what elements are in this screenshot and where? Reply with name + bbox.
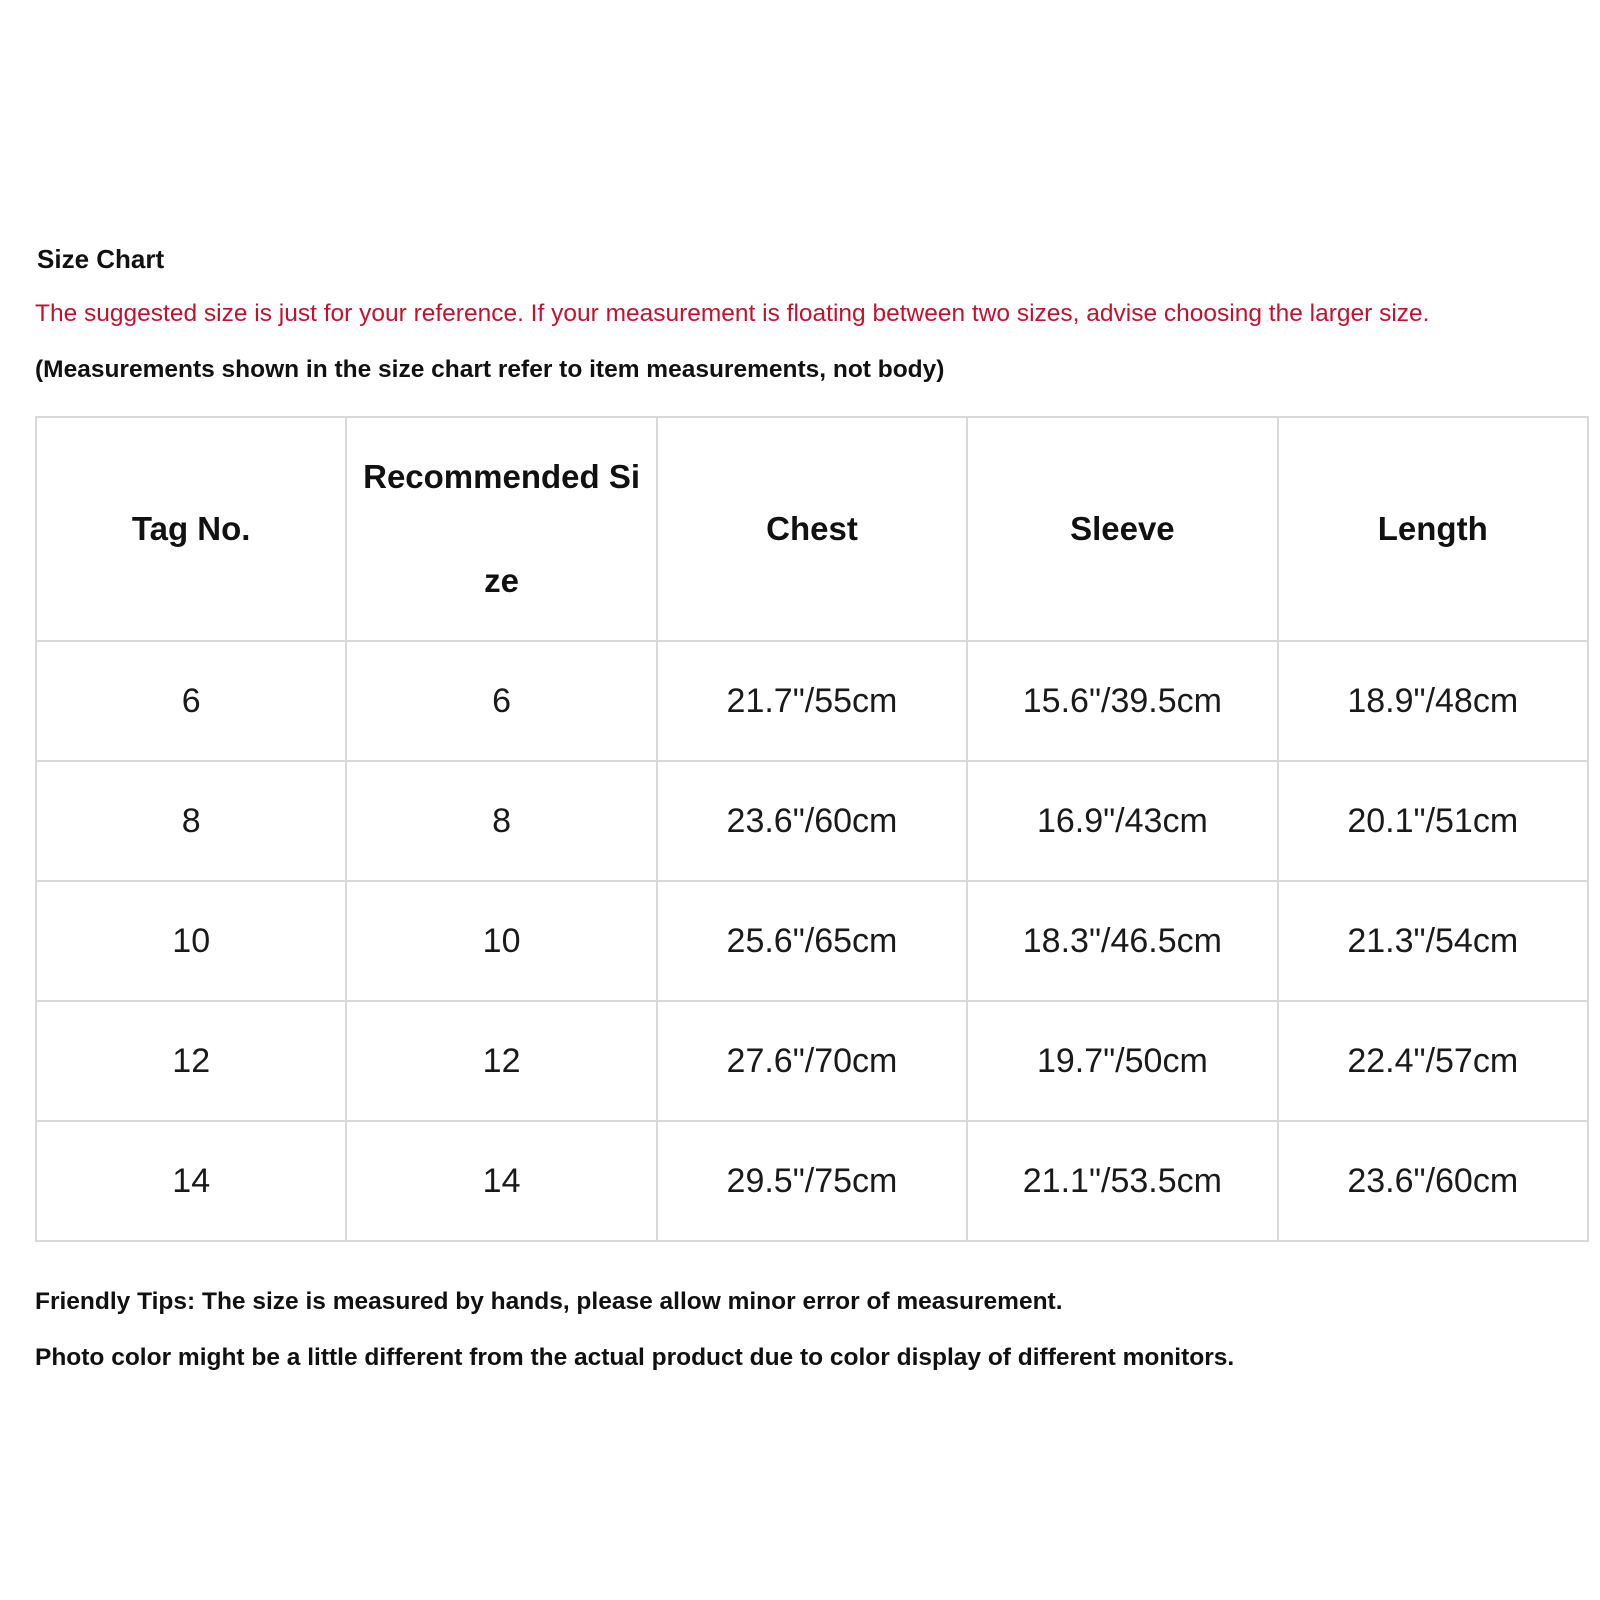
header-recommended-size-label: Recommended Size [363, 458, 641, 599]
cell-tag-no: 8 [36, 761, 346, 881]
cell-tag-no: 10 [36, 881, 346, 1001]
header-sleeve-label: Sleeve [1070, 510, 1175, 547]
photo-color-note: Photo color might be a little different from the actual product due to color display of different monitors. [35, 1344, 1235, 1371]
cell-chest: 23.6"/60cm [657, 761, 967, 881]
cell-sleeve: 18.3"/46.5cm [967, 881, 1277, 1001]
table-header-row [36, 417, 1588, 641]
cell-sleeve: 16.9"/43cm [967, 761, 1277, 881]
header-recommended-size [346, 417, 656, 641]
size-chart-table [35, 416, 1589, 1242]
header-length-label: Length [1377, 510, 1488, 547]
cell-sleeve: 15.6"/39.5cm [967, 641, 1277, 761]
cell-length: 18.9"/48cm [1278, 641, 1588, 761]
cell-chest: 25.6"/65cm [657, 881, 967, 1001]
cell-recommended-size: 14 [346, 1121, 656, 1241]
header-chest [657, 417, 967, 641]
cell-length: 20.1"/51cm [1278, 761, 1588, 881]
table-row [36, 761, 1588, 881]
cell-tag-no: 6 [36, 641, 346, 761]
cell-length: 21.3"/54cm [1278, 881, 1588, 1001]
cell-sleeve: 19.7"/50cm [967, 1001, 1277, 1121]
cell-length: 23.6"/60cm [1278, 1121, 1588, 1241]
cell-chest: 29.5"/75cm [657, 1121, 967, 1241]
header-tag-no [36, 417, 346, 641]
cell-recommended-size: 8 [346, 761, 656, 881]
table-row [36, 881, 1588, 1001]
measurement-note: (Measurements shown in the size chart refer to item measurements, not body) [35, 356, 945, 383]
table-row [36, 1001, 1588, 1121]
cell-chest: 27.6"/70cm [657, 1001, 967, 1121]
cell-tag-no: 12 [36, 1001, 346, 1121]
cell-length: 22.4"/57cm [1278, 1001, 1588, 1121]
cell-recommended-size: 6 [346, 641, 656, 761]
cell-chest: 21.7"/55cm [657, 641, 967, 761]
header-sleeve [967, 417, 1277, 641]
friendly-tips: Friendly Tips: The size is measured by hands, please allow minor error of measurement. [35, 1288, 1063, 1315]
size-advice-notice: The suggested size is just for your reference. If your measurement is floating between two sizes, advise choosing the larger size. [35, 300, 1430, 327]
table-row [36, 641, 1588, 761]
header-tag-no-label: Tag No. [131, 510, 251, 547]
table-row [36, 1121, 1588, 1241]
page-title: Size Chart [37, 244, 165, 274]
cell-recommended-size: 12 [346, 1001, 656, 1121]
cell-recommended-size: 10 [346, 881, 656, 1001]
cell-tag-no: 14 [36, 1121, 346, 1241]
cell-sleeve: 21.1"/53.5cm [967, 1121, 1277, 1241]
header-chest-label: Chest [766, 510, 858, 547]
header-length [1278, 417, 1588, 641]
